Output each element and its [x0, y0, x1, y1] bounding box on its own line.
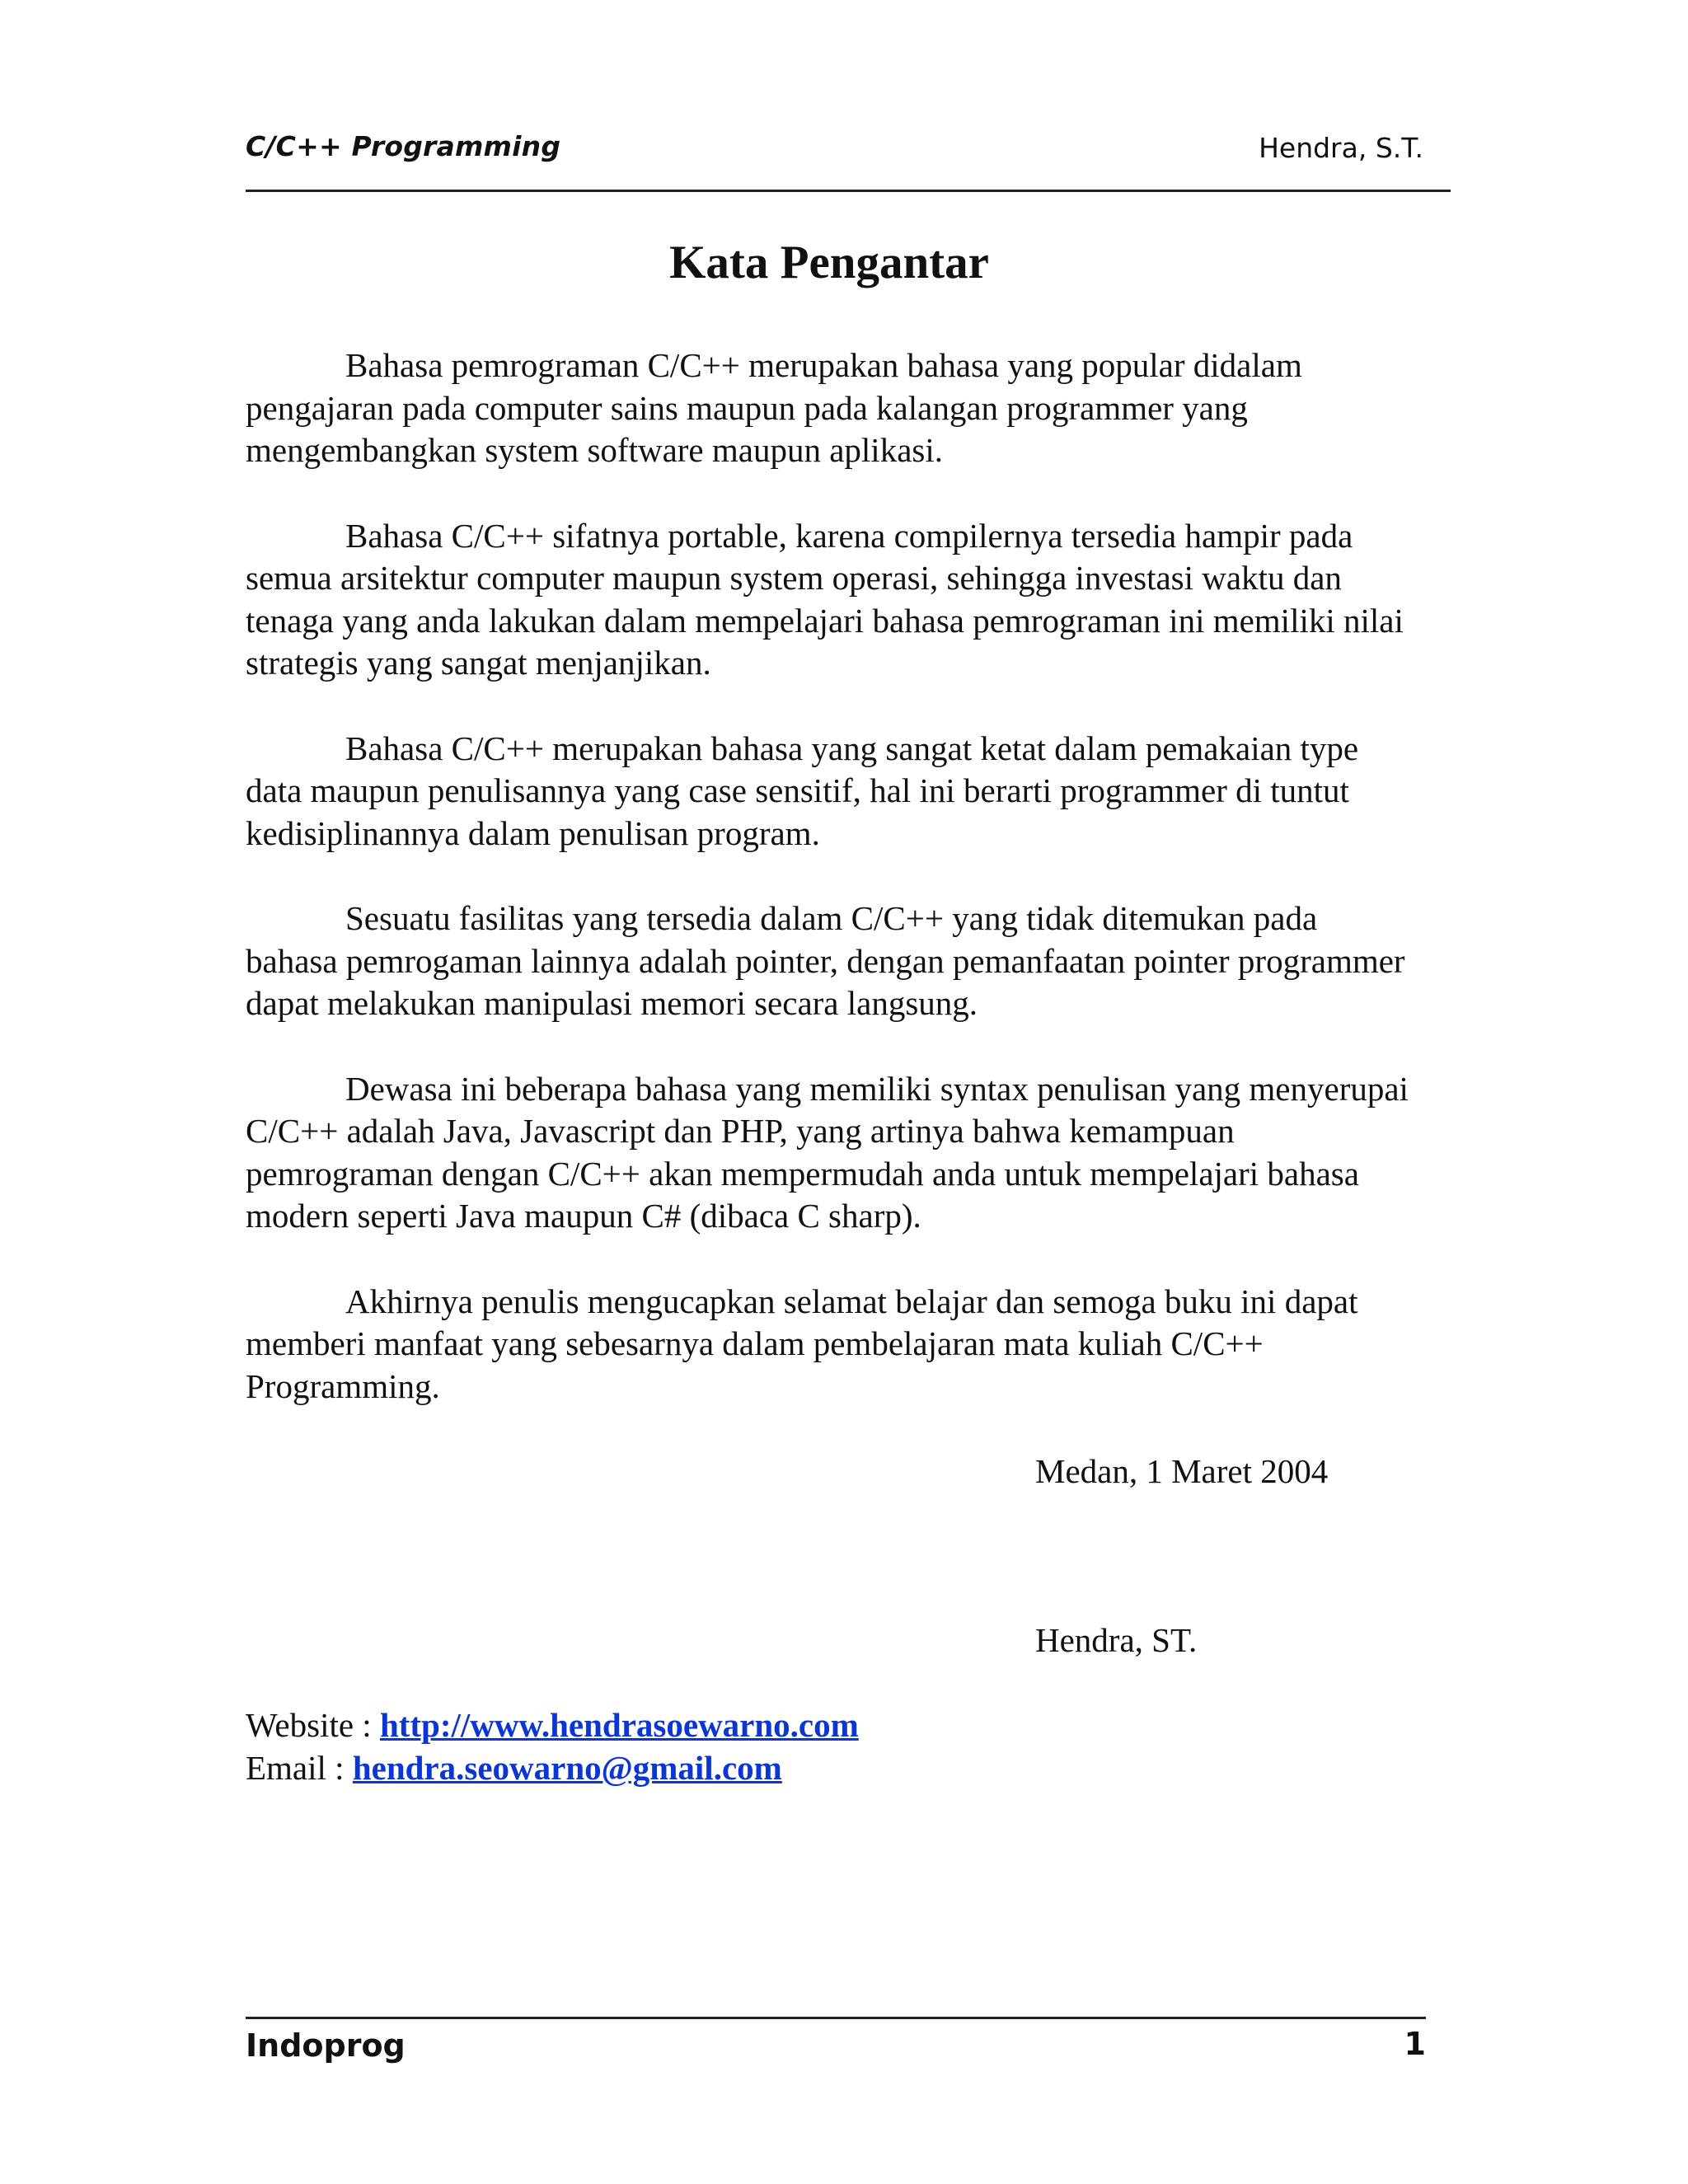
email-line	[246, 1747, 1416, 1790]
paragraph-3: Bahasa C/C++ merupakan bahasa yang sangat ketat dalam pemakaian type data maupun penulisannya yang case sensitif, hal ini berarti programmer di tuntut kedisiplinannya dalam penulisan program.	[246, 729, 1359, 852]
page-header	[246, 130, 1451, 192]
paragraph-4: Sesuatu fasilitas yang tersedia dalam C/C++ yang tidak ditemukan pada bahasa pemrogaman lainnya adalah pointer, dengan pemanfaatan pointer programmer dapat melakukan manipulasi memori secara langsung.	[246, 899, 1405, 1022]
page-title: Kata Pengantar	[669, 237, 989, 289]
signoff-name: Hendra, ST.	[1035, 1620, 1198, 1659]
header-book-title: C/C++ Programming	[246, 130, 561, 162]
paragraph-5: Dewasa ini beberapa bahasa yang memiliki syntax penulisan yang menyerupai C/C++ adalah Java, Javascript dan PHP, yang artinya bahwa kemampuan pemrograman dengan C/C++ akan mempermudah anda untuk mempelajari bahasa modern seperti Java maupun C# (dibaca C sharp).	[246, 1069, 1409, 1235]
website-link[interactable]: http://www.hendrasoewarno.com	[379, 1706, 859, 1744]
paragraph-6: Akhirnya penulis mengucapkan selamat belajar dan semoga buku ini dapat memberi manfaat yang sebesarnya dalam pembelajaran mata kuliah C/C++ Programming.	[246, 1282, 1358, 1405]
footer-publisher: Indoprog	[246, 2027, 406, 2064]
paragraph-1: Bahasa pemrograman C/C++ merupakan bahasa yang popular didalam pengajaran pada computer sains maupun pada kalangan programmer yang mengembangkan system software maupun aplikasi.	[246, 346, 1302, 469]
email-label: Email :	[246, 1748, 353, 1787]
header-author: Hendra, S.T.	[1259, 132, 1423, 164]
website-label: Website :	[246, 1706, 380, 1744]
document-body	[246, 344, 1416, 1789]
page-number: 1	[1404, 2026, 1426, 2062]
email-link[interactable]: hendra.seowarno@gmail.com	[352, 1748, 782, 1787]
page-footer	[246, 2017, 1426, 2073]
paragraph-2: Bahasa C/C++ sifatnya portable, karena compilernya tersedia hampir pada semua arsitektur computer maupun system operasi, sehingga investasi waktu dan tenaga yang anda lakukan dalam mempelajari bahasa pemrograman ini memiliki nilai strategis yang sangat menjanjikan.	[246, 516, 1404, 682]
website-line	[246, 1704, 1416, 1747]
signoff-date: Medan, 1 Maret 2004	[1035, 1452, 1329, 1490]
